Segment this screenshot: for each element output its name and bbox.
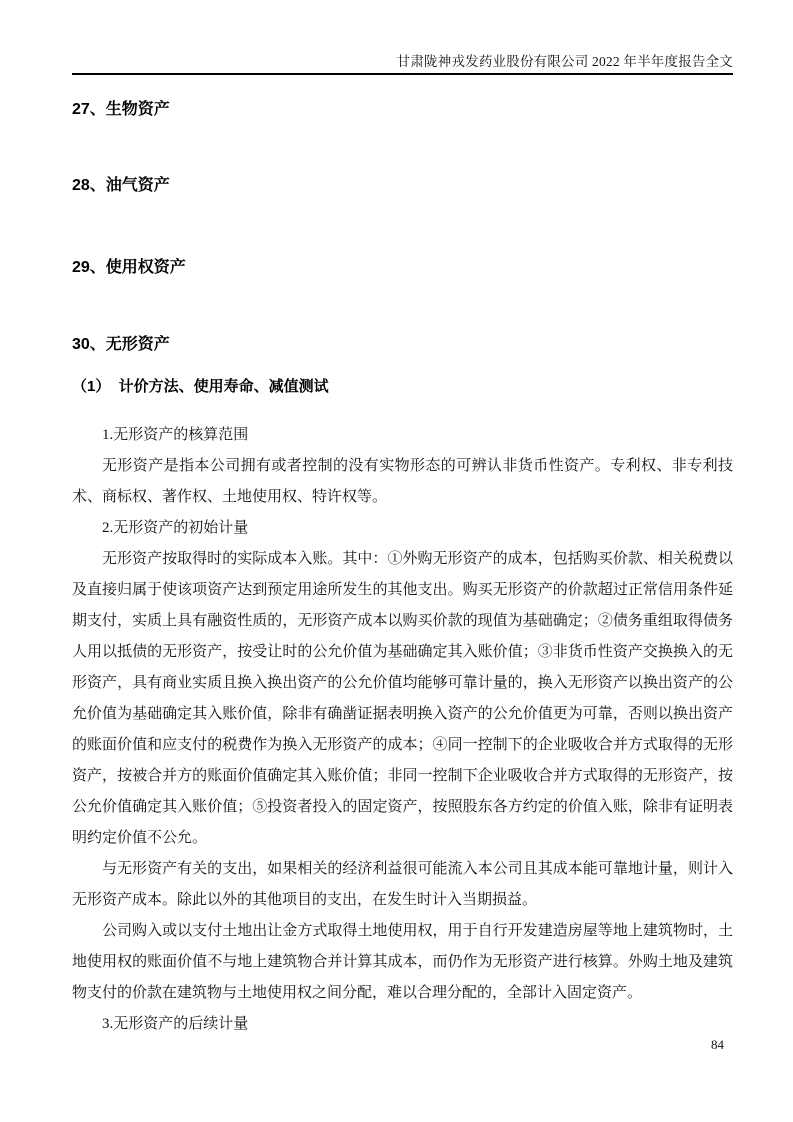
- paragraph-initial-measurement-title: 2.无形资产的初始计量: [102, 520, 249, 536]
- paragraph-accounting-scope: 无形资产是指本公司拥有或者控制的没有实物形态的可辨认非货币性资产。专利权、非专利技术、商标权、著作权、土地使用权、特许权等。: [72, 458, 733, 505]
- section-heading-oil-gas-assets: 28、油气资产: [72, 177, 170, 194]
- report-header-title: 甘肃陇神戎发药业股份有限公司 2022 年半年度报告全文: [396, 54, 733, 69]
- section-heading-right-of-use-assets: 29、使用权资产: [72, 259, 186, 276]
- paragraph-subsequent-measurement-title: 3.无形资产的后续计量: [102, 1016, 249, 1032]
- paragraph-initial-measurement: 无形资产按取得时的实际成本入账。其中：①外购无形资产的成本，包括购买价款、相关税费以及直接归属于使该项资产达到预定用途所发生的其他支出。购买无形资产的价款超过正常信用条件延期支付，实质上具有融资性质的，无形资产成本以购买价款的现值为基础确定；②债务重组取得债务人用以抵债的无形资产，按受让时的公允价值为基础确定其入账价值；③非货币性资产交换换入的无形资产，具有商业实质且换入换出资产的公允价值均能够可靠计量的，换入无形资产以换出资产的公允价值为基础确定其入账价值，除非有确凿证据表明换入资产的公允价值更为可靠，否则以换出资产的账面价值和应支付的税费作为换入无形资产的成本；④同一控制下的企业吸收合并方式取得的无形资产，按被合并方的账面价值确定其入账价值；非同一控制下企业吸收合并方式取得的无形资产，按公允价值确定其入账价值；⑤投资者投入的固定资产，按照股东各方约定的价值入账，除非有证明表明约定价值不公允。: [72, 551, 733, 846]
- intangible-assets-body: [72, 420, 733, 1040]
- paragraph-accounting-scope-title: 1.无形资产的核算范围: [102, 427, 249, 443]
- paragraph-related-expenditure: 与无形资产有关的支出，如果相关的经济利益很可能流入本公司且其成本能可靠地计量，则计入无形资产成本。除此以外的其他项目的支出，在发生时计入当期损益。: [72, 861, 733, 908]
- page-content: [72, 75, 733, 1040]
- page-number: 84: [711, 1037, 724, 1052]
- section-heading-biological-assets: 27、生物资产: [72, 101, 170, 118]
- sub-heading-valuation-method: （1） 计价方法、使用寿命、减值测试: [72, 378, 329, 395]
- section-heading-intangible-assets: 30、无形资产: [72, 336, 170, 353]
- paragraph-land-use-rights: 公司购入或以支付土地出让金方式取得土地使用权，用于自行开发建造房屋等地上建筑物时，土地使用权的账面价值不与地上建筑物合并计算其成本，而仍作为无形资产进行核算。外购土地及建筑物支付的价款在建筑物与土地使用权之间分配，难以合理分配的，全部计入固定资产。: [72, 923, 733, 1001]
